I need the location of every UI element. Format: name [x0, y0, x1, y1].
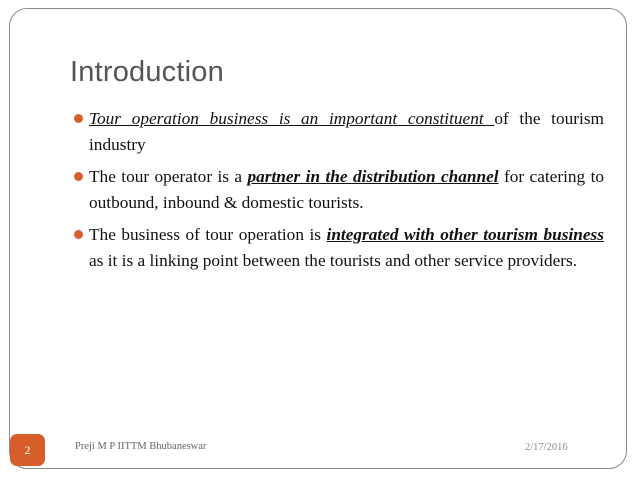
bullet-item-1: [74, 106, 604, 158]
bullet-item-2: [74, 164, 604, 216]
bullet-3-lead: The business of tour operation is: [89, 225, 327, 244]
slide-title: Introduction: [70, 56, 224, 88]
slide-number-badge: 2: [10, 434, 45, 466]
footer-date: 2/17/2016: [525, 442, 568, 453]
bullet-dot-icon: [74, 114, 83, 123]
bullet-2-emphasis: partner in the distribution channel: [247, 167, 499, 186]
bullet-2-lead: The tour operator is a: [89, 167, 248, 186]
bullet-item-3: [74, 222, 604, 274]
bullet-dot-icon: [74, 230, 83, 239]
bullet-list: [74, 106, 604, 280]
bullet-1-emphasis: Tour operation business is an important constituent: [89, 109, 495, 128]
bullet-dot-icon: [74, 172, 83, 181]
footer-author: Preji M P IITTM Bhubaneswar: [75, 441, 207, 452]
bullet-1-text: of the tourism industry: [89, 109, 604, 154]
bullet-3-text: as it is a linking point between the tourists and other service providers.: [89, 251, 578, 270]
bullet-2-text: for catering to outbound, inbound & domestic tourists.: [89, 167, 605, 212]
bullet-3-emphasis: integrated with other tourism business: [326, 225, 604, 244]
